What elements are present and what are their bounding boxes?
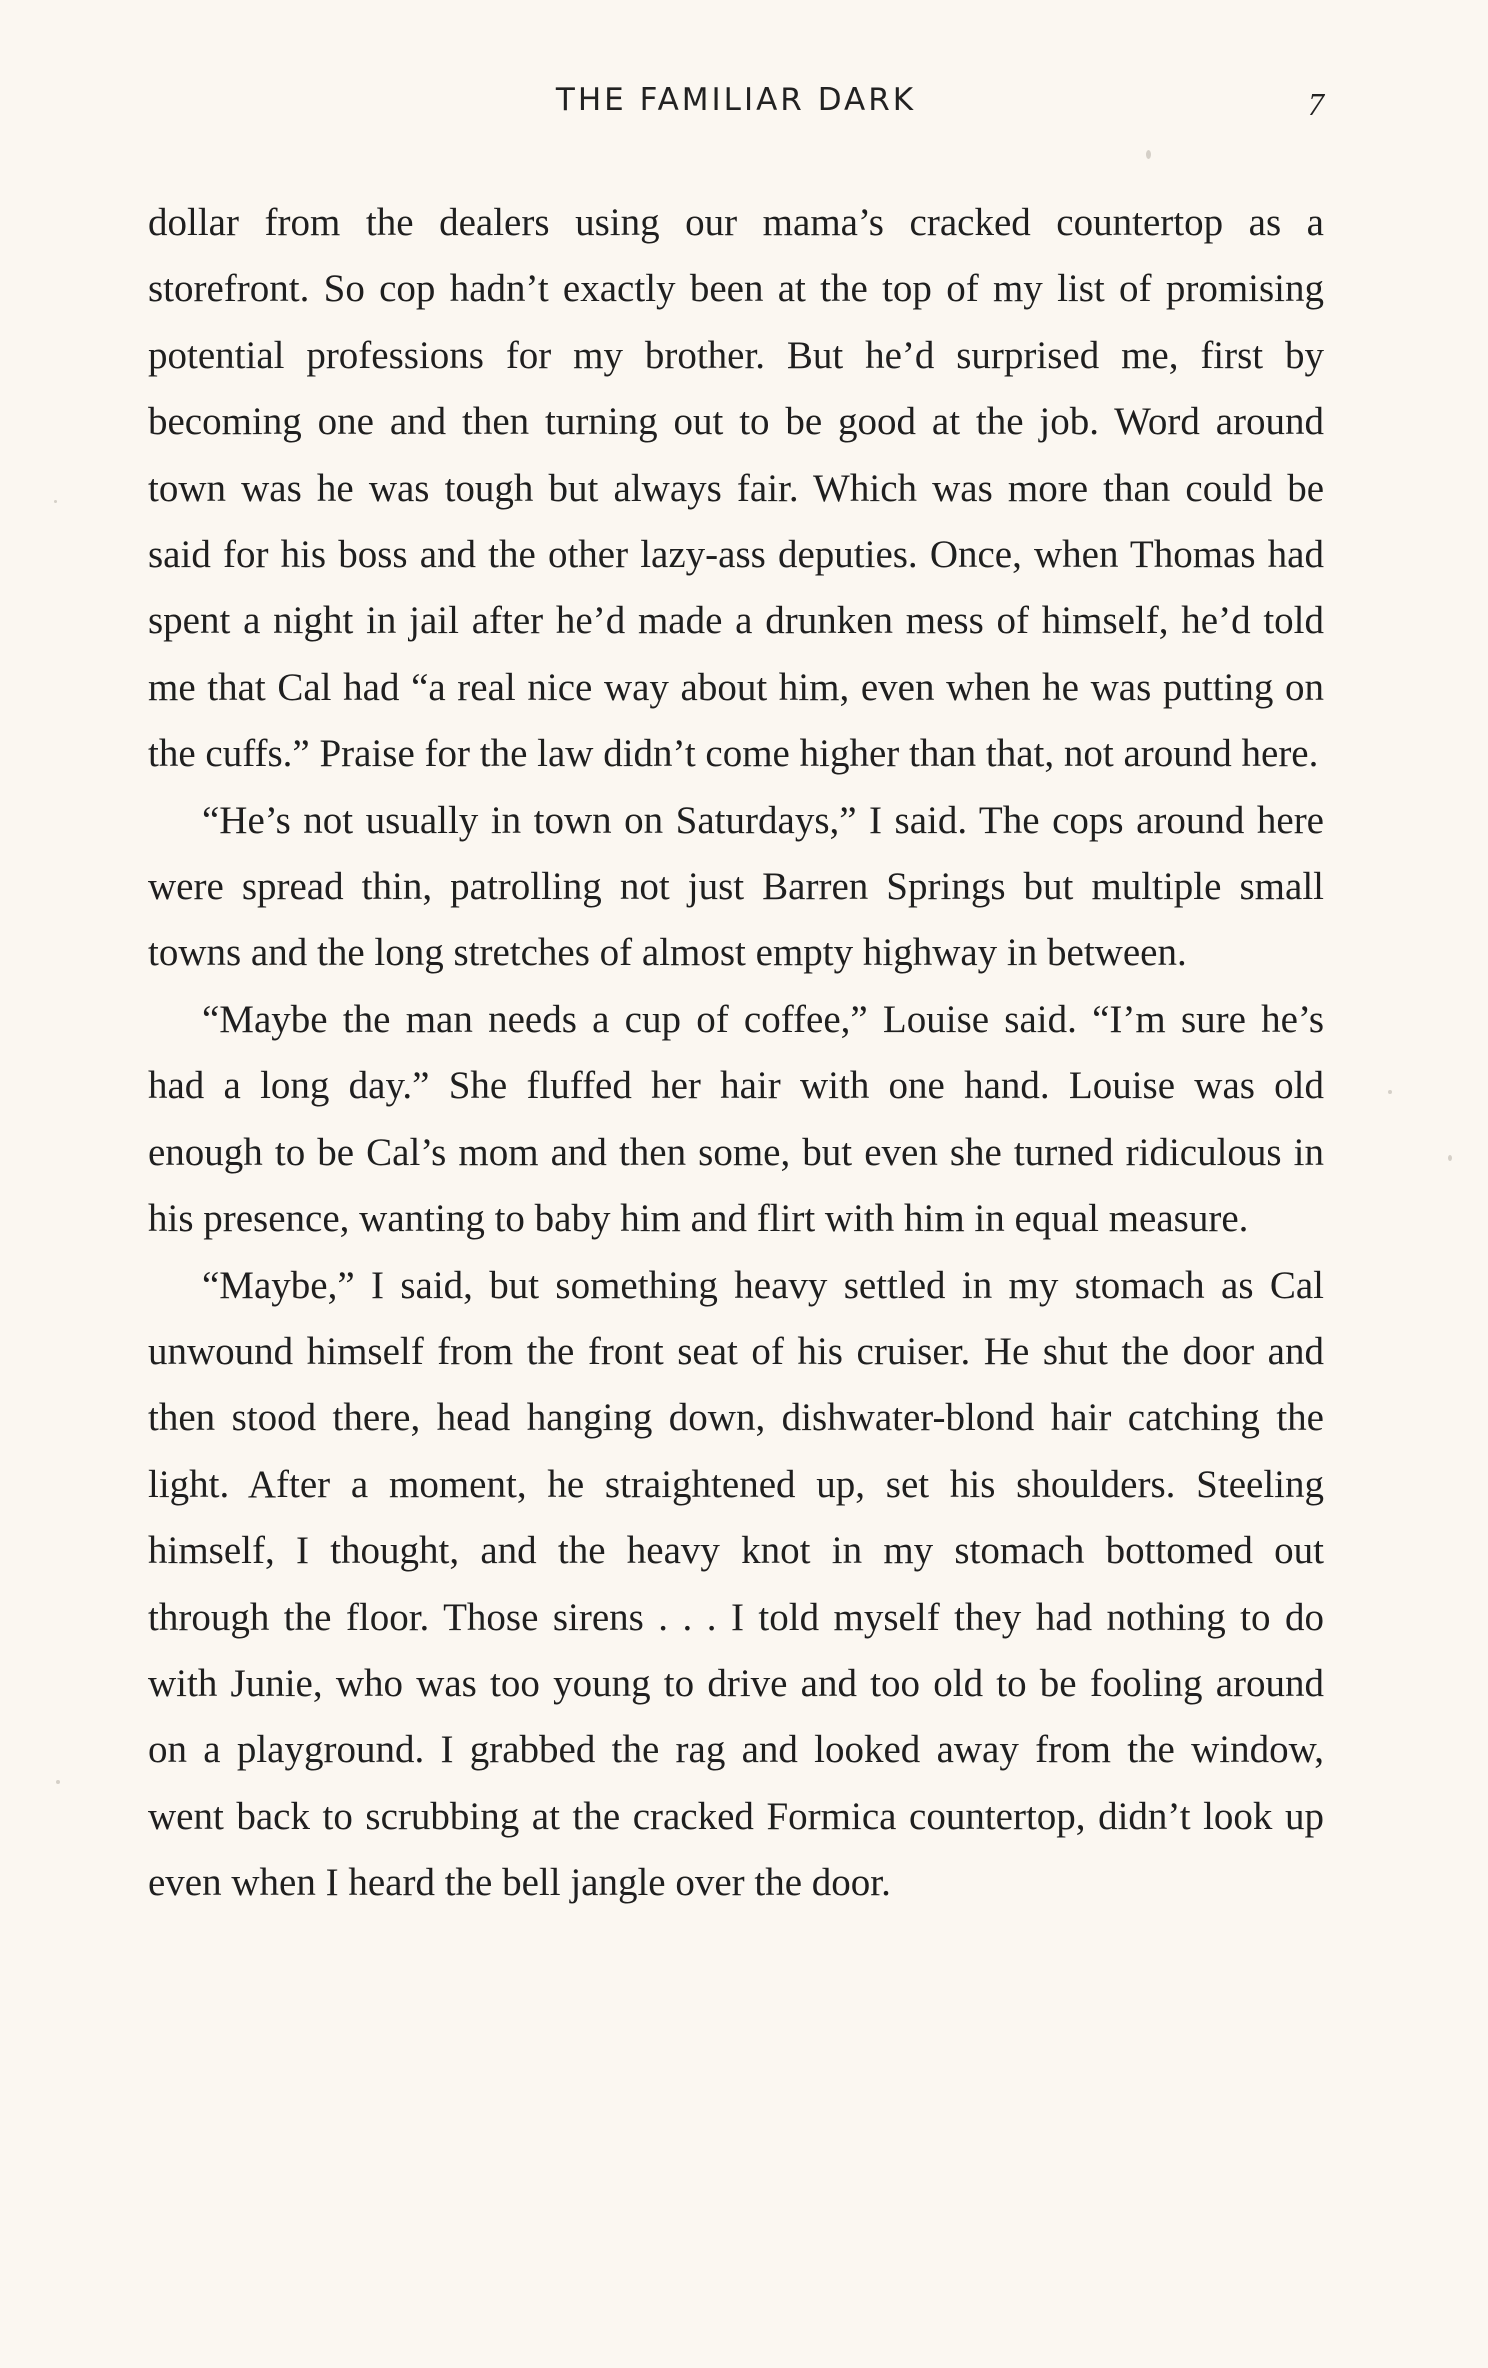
body-text xyxy=(148,190,1324,1917)
paper-speck xyxy=(1388,1090,1392,1094)
running-title: THE FAMILIAR DARK xyxy=(555,82,917,118)
paragraph-1: dollar from the dealers using our mama’s cracked countertop as a storefront. So cop hadn’t exactly been at the top of my list of promising potential professions for my brother. But he’d surprised me, first by becoming one and then turning out to be good at the job. Word around town was he was tough but always fair. Which was more than could be said for his boss and the other lazy-ass deputies. Once, when Thomas had spent a night in jail after he’d made a drunken mess of himself, he’d told me that Cal had “a real nice way about him, even when he was putting on the cuffs.” Praise for the law didn’t come higher than that, not around here. xyxy=(148,201,1324,776)
paper-speck xyxy=(1146,150,1151,159)
paragraph-3: “Maybe the man needs a cup of coffee,” Louise said. “I’m sure he’s had a long day.” She fluffed her hair with one hand. Louise was old enough to be Cal’s mom and then some, but even she turned ridiculous in his presence, wanting to baby him and flirt with him in equal measure. xyxy=(148,997,1324,1241)
paper-speck xyxy=(56,1780,60,1784)
paragraph-2: “He’s not usually in town on Saturdays,” I said. The cops around here were spread thin, patrolling not just Barren Springs but multiple small towns and the long stretches of almost empty highway in between. xyxy=(148,798,1324,975)
paragraph-4: “Maybe,” I said, but something heavy settled in my stomach as Cal unwound himself from the front seat of his cruiser. He shut the door and then stood there, head hanging down, dishwater-blond hair catching the light. After a moment, he straightened up, set his shoulders. Steeling himself, I thought, and the heavy knot in my stomach bottomed out through the floor. Those sirens . . . I told myself they had nothing to do with Junie, who was too young to drive and too old to be fooling around on a playground. I grabbed the rag and looked away from the window, went back to scrubbing at the cracked Formica countertop, didn’t look up even when I heard the bell jangle over the door. xyxy=(148,1263,1324,1905)
paper-speck xyxy=(54,500,57,503)
paper-speck xyxy=(1448,1155,1452,1161)
page-header xyxy=(148,82,1324,128)
page-number: 7 xyxy=(1308,86,1324,122)
